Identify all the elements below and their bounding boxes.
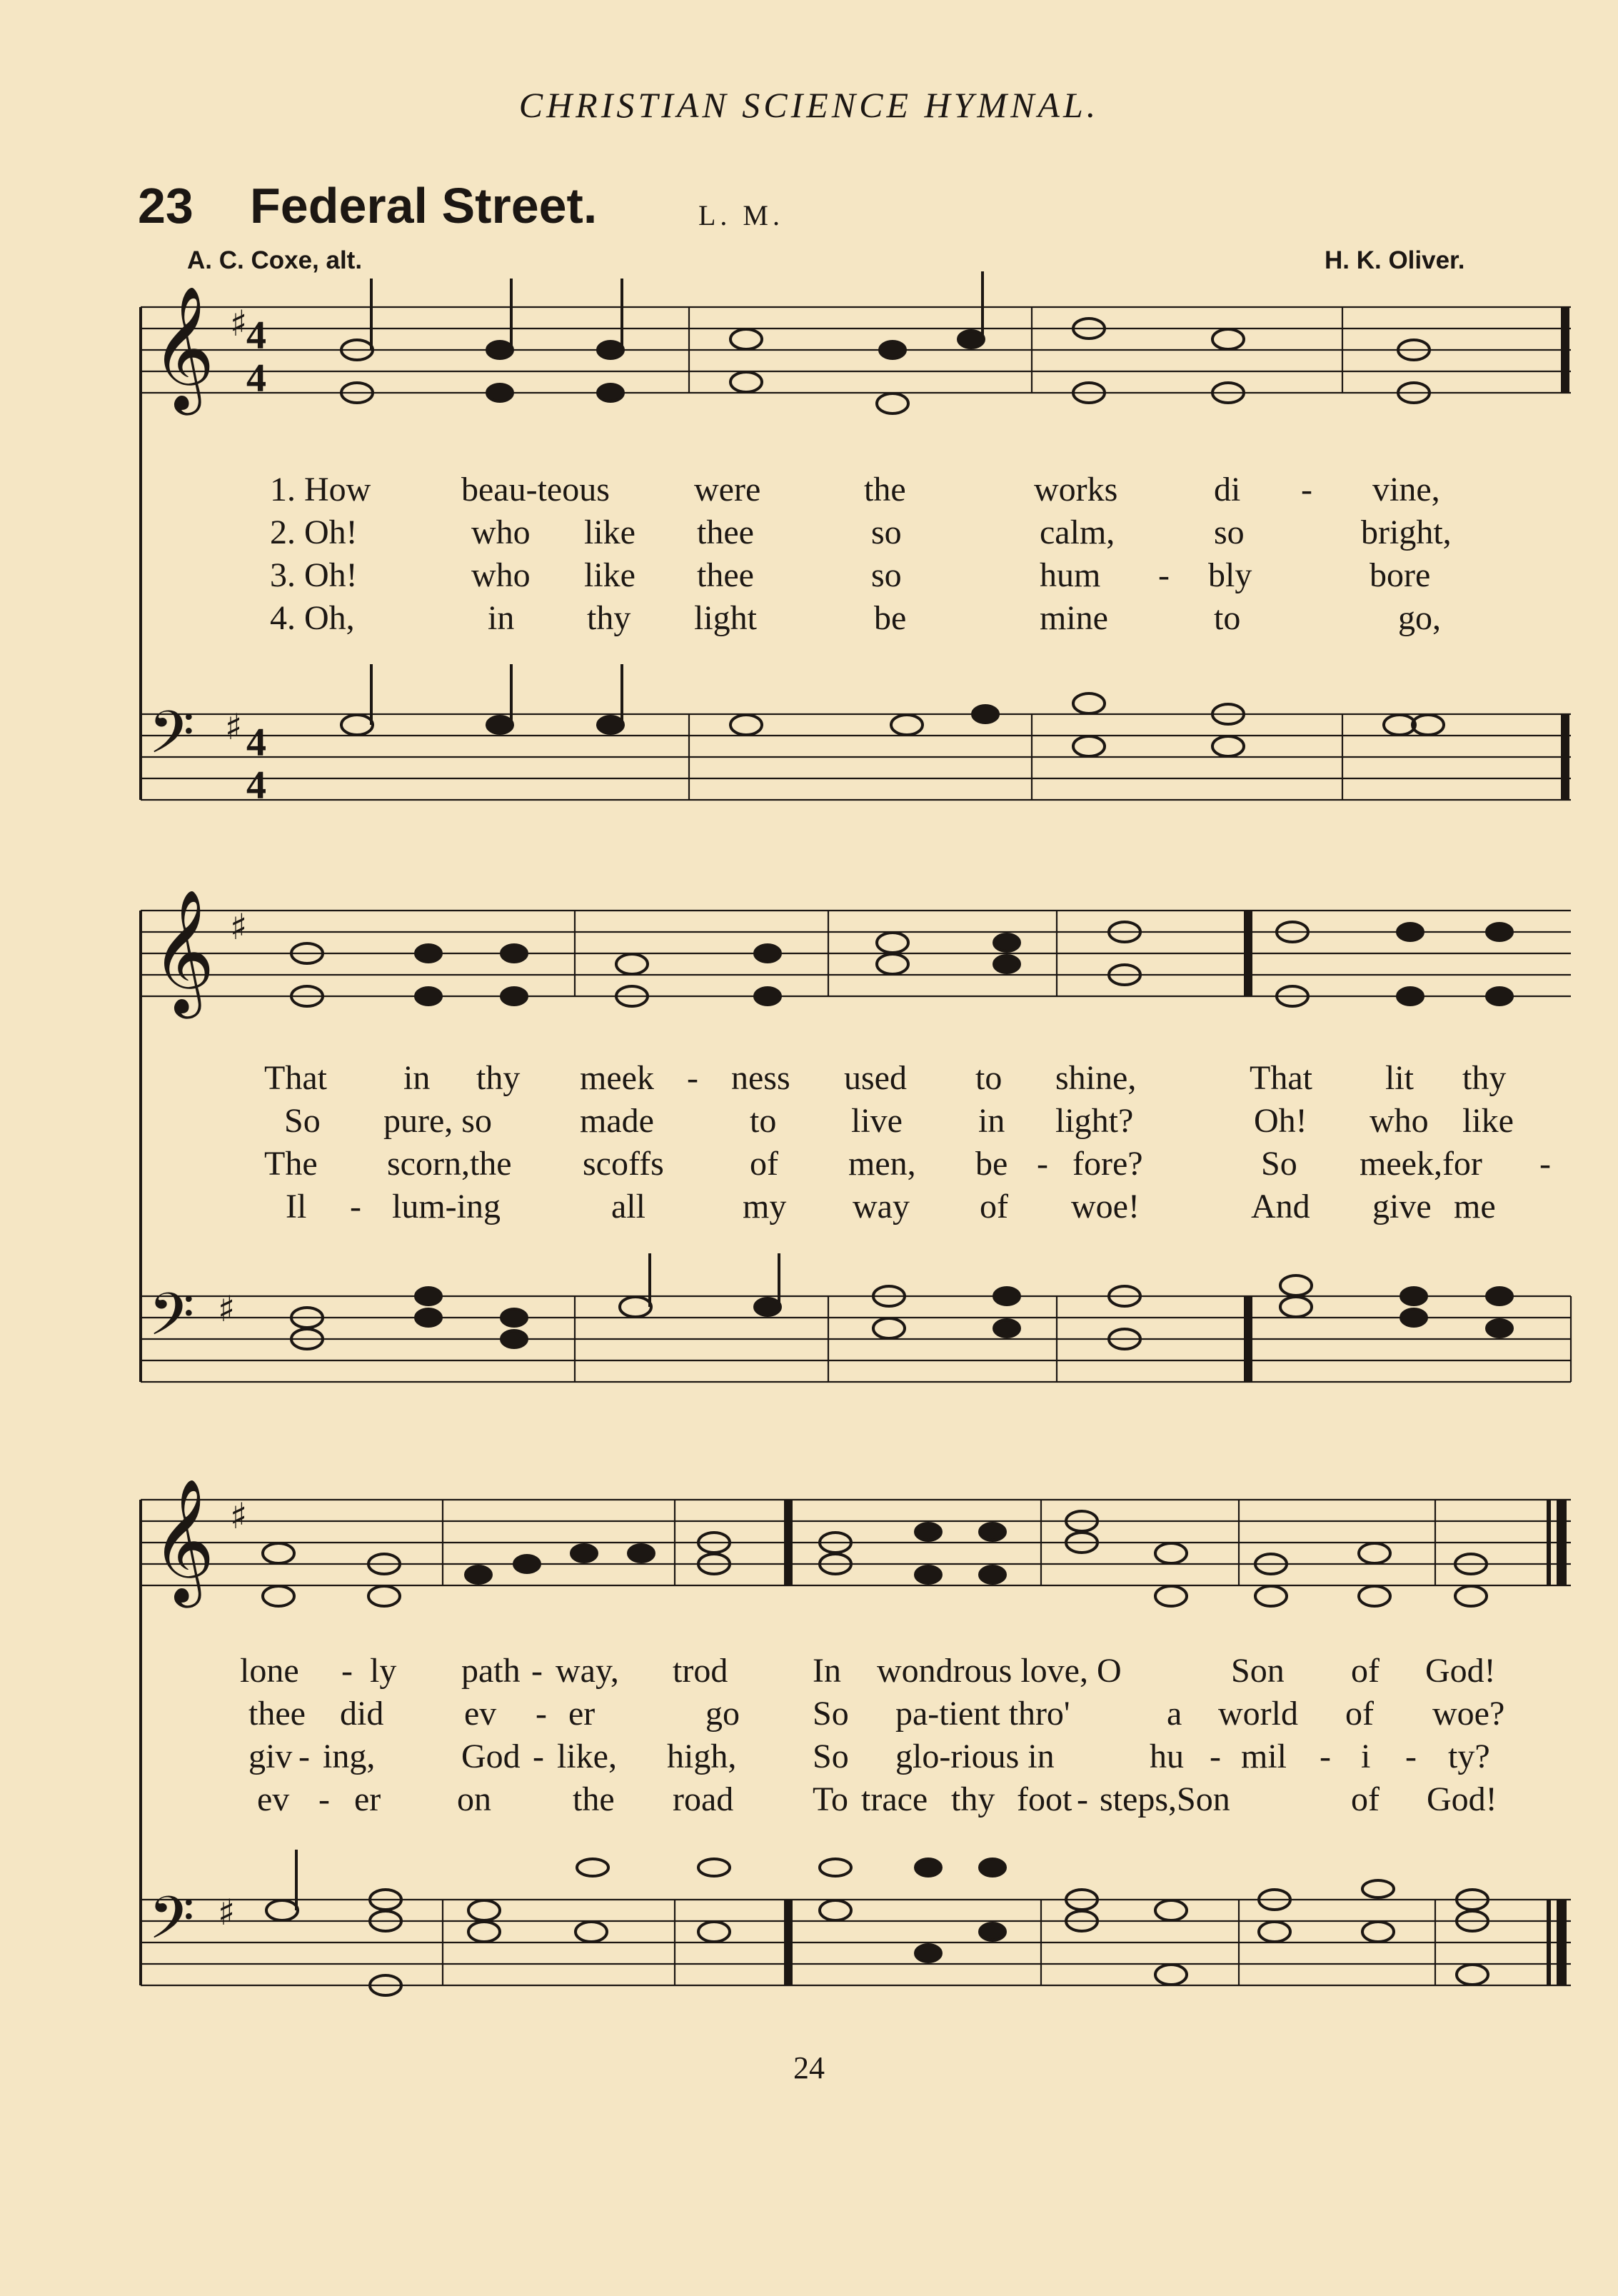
verse-2-word: ev (464, 1695, 497, 1733)
verse-2-word: like (584, 513, 635, 551)
time-sig-bottom: 4 (246, 356, 266, 401)
verse-1-word: - (531, 1652, 543, 1690)
verse-3-word: hu (1150, 1738, 1184, 1775)
verse-1-word: ly (370, 1652, 397, 1690)
verse-3-word: - (533, 1738, 544, 1775)
bass-clef-icon: 𝄢 (149, 1280, 195, 1363)
verse-1-word: God! (1425, 1652, 1496, 1690)
verse-1-word: lit (1385, 1059, 1415, 1097)
verse-4-word: my (743, 1188, 787, 1225)
verse-4-word: me (1454, 1188, 1496, 1225)
verse-4-word: 4. Oh, (270, 599, 355, 637)
bass-notes (341, 664, 1444, 756)
verse-3-word: men, (848, 1145, 916, 1183)
verse-2-word: pa-tient thro' (895, 1695, 1070, 1733)
verse-1-word: thy (1462, 1059, 1507, 1097)
verse-4-word: of (1351, 1780, 1380, 1818)
verse-4-word: And (1251, 1188, 1310, 1225)
verse-1-word: trod (673, 1652, 728, 1690)
sharp-icon: ♯ (225, 706, 243, 748)
verse-1-word: path (461, 1652, 521, 1690)
bass-time-sig-top: 4 (246, 721, 266, 765)
verse-4-word: light (694, 599, 758, 637)
verse-1-word: di (1214, 471, 1241, 508)
sharp-icon: ♯ (218, 1288, 236, 1330)
verse-4-word: all (611, 1188, 645, 1225)
bass-staff (141, 1900, 1571, 1985)
verse-2-word: Oh! (1254, 1102, 1307, 1140)
verse-3-word: glo-rious in (895, 1738, 1055, 1775)
tune-name: Federal Street. (250, 178, 598, 234)
verse-3-word: - (1539, 1145, 1551, 1183)
sharp-icon: ♯ (230, 1495, 248, 1537)
treble-notes (263, 1511, 1487, 1606)
section-barline (784, 1500, 793, 1585)
verse-3-word: like, (557, 1738, 617, 1775)
verse-4-word: of (980, 1188, 1008, 1225)
verse-1-word: used (844, 1059, 907, 1097)
verse-1-word: to (975, 1059, 1003, 1097)
meter: L. M. (698, 199, 784, 231)
time-sig-top: 4 (246, 314, 266, 358)
verse-2-word: did (340, 1695, 384, 1733)
verse-2-word: who (1370, 1102, 1429, 1140)
verse-1-word: - (1301, 471, 1312, 508)
verse-2-word: So (284, 1102, 321, 1140)
verse-4-word: thy (951, 1780, 995, 1818)
verse-4-word: in (488, 599, 515, 637)
verse-3-word: scorn,the (387, 1145, 512, 1183)
verse-2-word: live (851, 1102, 903, 1140)
verse-3-word: - (1037, 1145, 1048, 1183)
verse-3-word: The (264, 1145, 318, 1183)
verse-2-word: thee (697, 513, 754, 551)
treble-staff (141, 911, 1571, 996)
verse-2-word: bright, (1361, 513, 1452, 551)
verse-1-word: - (341, 1652, 353, 1690)
verse-4-word: God! (1427, 1780, 1497, 1818)
verse-3-word: So (1261, 1145, 1297, 1183)
verse-4-word: mine (1040, 599, 1108, 637)
verse-3-word: be (975, 1145, 1008, 1183)
verse-3-word: - (1210, 1738, 1221, 1775)
verse-2-word: world (1218, 1695, 1298, 1733)
verse-3-word: So (813, 1738, 849, 1775)
bass-clef-icon: 𝄢 (149, 698, 195, 781)
verse-3-word: who (471, 556, 531, 594)
verse-4-word: lum-ing (392, 1188, 501, 1225)
verse-2-word: er (568, 1695, 596, 1733)
bass-staff (141, 714, 1571, 800)
verse-2-word: thee (248, 1695, 306, 1733)
verse-2-word: a (1167, 1695, 1182, 1733)
treble-notes (291, 922, 1512, 1006)
verse-3-word: fore? (1072, 1145, 1143, 1183)
verse-3-word: so (871, 556, 902, 594)
treble-clef-icon: 𝄞 (151, 889, 215, 1013)
verse-3-word: thee (697, 556, 754, 594)
verse-4-word: way (853, 1188, 910, 1225)
verse-1-word: thy (476, 1059, 521, 1097)
final-double-barline (1557, 1500, 1567, 1585)
verse-1-word: lone (240, 1652, 299, 1690)
verse-2-word: so (871, 513, 902, 551)
verse-4-word: - (1077, 1780, 1088, 1818)
verse-1-word: That (264, 1059, 327, 1097)
verse-3-word: 3. Oh! (270, 556, 358, 594)
verse-2-word: woe? (1432, 1695, 1505, 1733)
verse-1-word: in (403, 1059, 431, 1097)
verse-4-word: woe! (1071, 1188, 1140, 1225)
verse-4-word: - (350, 1188, 361, 1225)
bass-staff (141, 1296, 1571, 1382)
music-system-3 (0, 1471, 1618, 2014)
verse-4-word: give (1372, 1188, 1432, 1225)
verse-3-word: - (1158, 556, 1170, 594)
treble-staff (141, 1500, 1571, 1585)
verse-1-word: works (1034, 471, 1118, 508)
composer-credit: H. K. Oliver. (1325, 246, 1465, 274)
bass-notes (291, 1253, 1512, 1349)
verse-2-word: to (750, 1102, 777, 1140)
verse-1-word: 1. How (270, 471, 371, 508)
verse-4-word: foot (1017, 1780, 1072, 1818)
verse-2-word: - (536, 1695, 547, 1733)
verse-2-word: 2. Oh! (270, 513, 358, 551)
sharp-icon: ♯ (218, 1892, 236, 1933)
verse-2-word: of (1345, 1695, 1374, 1733)
verse-1-word: That (1250, 1059, 1312, 1097)
verse-4-word: thy (587, 599, 631, 637)
verse-4-word: go, (1398, 599, 1441, 637)
verse-2-word: in (978, 1102, 1005, 1140)
verse-4-word: trace (861, 1780, 928, 1818)
verse-3-word: mil (1241, 1738, 1287, 1775)
bass-clef-icon: 𝄢 (149, 1883, 195, 1967)
bass-notes (266, 1850, 1488, 1995)
verse-4-word: the (573, 1780, 615, 1818)
verse-1-word: of (1351, 1652, 1380, 1690)
verse-2-word: So (813, 1695, 849, 1733)
final-barline (1561, 307, 1569, 393)
verse-1-word: - (687, 1059, 698, 1097)
verse-1-word: vine, (1372, 471, 1440, 508)
verse-1-word: shine, (1055, 1059, 1137, 1097)
verse-1-word: were (694, 471, 761, 508)
verse-3-word: meek,for (1360, 1145, 1482, 1183)
verse-3-word: ing, (323, 1738, 376, 1775)
verse-1-word: beau-teous (461, 471, 610, 508)
verse-2-word: made (580, 1102, 654, 1140)
verse-1-word: ness (731, 1059, 790, 1097)
treble-staff (141, 307, 1571, 393)
verse-3-word: bly (1208, 556, 1252, 594)
verse-4-word: road (673, 1780, 734, 1818)
verse-4-word: be (874, 599, 907, 637)
verse-2-word: calm, (1040, 513, 1115, 551)
treble-clef-icon: 𝄞 (151, 1478, 215, 1603)
verse-3-word: scoffs (583, 1145, 664, 1183)
verse-4-word: to (1214, 599, 1241, 637)
running-head: CHRISTIAN SCIENCE HYMNAL. (518, 85, 1100, 125)
sharp-icon: ♯ (230, 303, 248, 344)
verse-4-word: Il (286, 1188, 307, 1225)
treble-clef-icon: 𝄞 (151, 286, 215, 410)
verse-3-word: like (584, 556, 635, 594)
verse-3-word: high, (667, 1738, 737, 1775)
section-barline (1244, 911, 1252, 996)
verse-3-word: - (298, 1738, 310, 1775)
verse-2-word: who (471, 513, 531, 551)
verse-2-word: pure, so (383, 1102, 492, 1140)
hymn-number: 23 (138, 178, 194, 234)
verse-4-word: steps,Son (1100, 1780, 1230, 1818)
verse-3-word: giv (248, 1738, 293, 1775)
verse-3-word: bore (1370, 556, 1431, 594)
verse-1-word: Son (1231, 1652, 1285, 1690)
verse-4-word: on (457, 1780, 491, 1818)
verse-3-word: i (1361, 1738, 1371, 1775)
verse-1-word: meek (580, 1059, 654, 1097)
verse-3-word: of (750, 1145, 778, 1183)
verse-3-word: ty? (1448, 1738, 1490, 1775)
verse-3-word: - (1320, 1738, 1331, 1775)
verse-1-word: In (813, 1652, 841, 1690)
verse-4-word: To (813, 1780, 848, 1818)
verse-2-word: like (1462, 1102, 1514, 1140)
bass-time-sig-bottom: 4 (246, 763, 266, 808)
verse-4-word: - (318, 1780, 330, 1818)
verse-3-word: - (1405, 1738, 1417, 1775)
verse-2-word: go (705, 1695, 740, 1733)
sharp-icon: ♯ (230, 906, 248, 948)
verse-1-word: way, (556, 1652, 619, 1690)
verse-3-word: God (461, 1738, 521, 1775)
verse-4-word: er (354, 1780, 381, 1818)
verse-1-word: the (864, 471, 906, 508)
verse-2-word: light? (1055, 1102, 1134, 1140)
verse-2-word: so (1214, 513, 1245, 551)
verse-4-word: ev (257, 1780, 290, 1818)
verse-3-word: hum (1040, 556, 1101, 594)
verse-1-word: wondrous love, O (877, 1652, 1122, 1690)
page-number: 24 (793, 2050, 825, 2085)
author-credit: A. C. Coxe, alt. (187, 246, 363, 274)
